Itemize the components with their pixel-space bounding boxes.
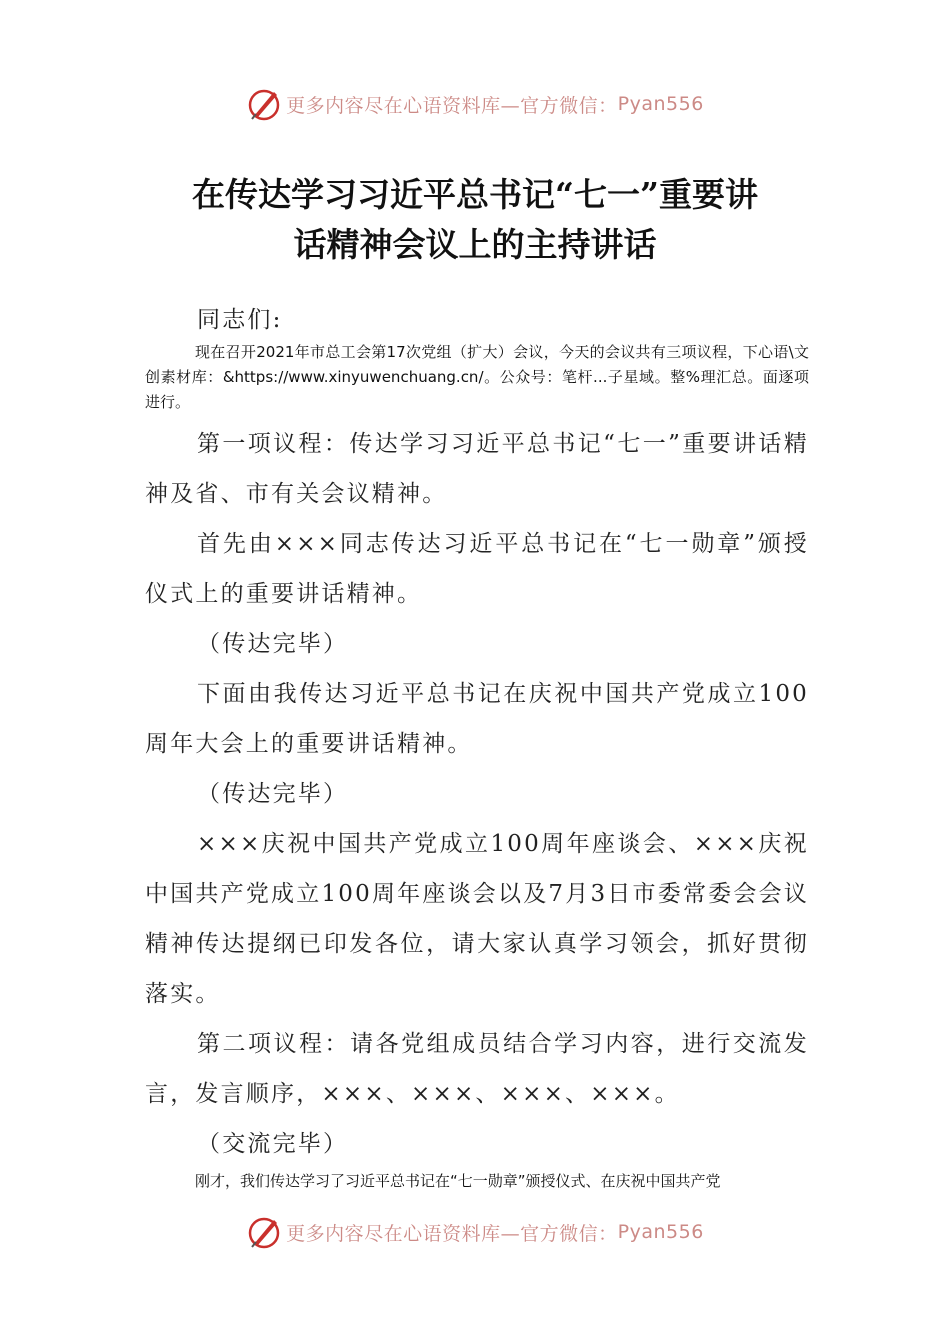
quill-logo-icon — [246, 86, 282, 122]
materials-paragraph: ×××庆祝中国共产党成立100周年座谈会、×××庆祝中国共产党成立100周年座谈会以及7月3日市委常委会会议精神传达提纲已印发各位，请大家认真学习领会，抓好贯彻落实。 — [145, 831, 809, 1007]
watermark-footer — [0, 1212, 950, 1252]
second-convey-paragraph: 下面由我传达习近平总书记在庆祝中国共产党成立100周年大会上的重要讲话精神。 — [145, 681, 809, 757]
closing-paragraph: 刚才，我们传达学习了习近平总书记在“七一勋章”颁授仪式、在庆祝中国共产党 — [195, 1172, 721, 1190]
convey-done-1: （传达完毕） — [197, 631, 349, 657]
convey-done-2: （传达完毕） — [197, 781, 349, 807]
salutation: 同志们: — [197, 307, 283, 333]
intro-paragraph: 现在召开2021年市总工会第17次党组（扩大）会议，今天的会议共有三项议程，下心语\文创素材库：&https://www.xinyuwenchuang.cn/。公众号：笔杆...子星域。整%理汇总。面逐项进行。 — [145, 343, 809, 411]
agenda-item-2: 第二项议程：请各党组成员结合学习内容，进行交流发言，发言顺序，×××、×××、×××、×××。 — [145, 1031, 809, 1107]
title-line-1: 在传达学习习近平总书记“七一”重要讲 — [192, 175, 758, 214]
document-body — [145, 300, 809, 1198]
watermark-header — [0, 84, 950, 124]
watermark-account: Pyan556 — [617, 93, 704, 115]
watermark-account: Pyan556 — [617, 1221, 704, 1243]
watermark-text: 更多内容尽在心语资料库—官方微信： — [286, 94, 618, 117]
exchange-done: （交流完毕） — [197, 1131, 349, 1157]
first-convey-paragraph: 首先由×××同志传达习近平总书记在“七一勋章”颁授仪式上的重要讲话精神。 — [145, 531, 809, 607]
document-title — [0, 170, 950, 270]
title-line-2: 话精神会议上的主持讲话 — [293, 225, 657, 264]
quill-logo-icon — [246, 1214, 282, 1250]
agenda-item-1: 第一项议程：传达学习习近平总书记“七一”重要讲话精神及省、市有关会议精神。 — [145, 431, 809, 507]
watermark-text: 更多内容尽在心语资料库—官方微信： — [286, 1222, 618, 1245]
